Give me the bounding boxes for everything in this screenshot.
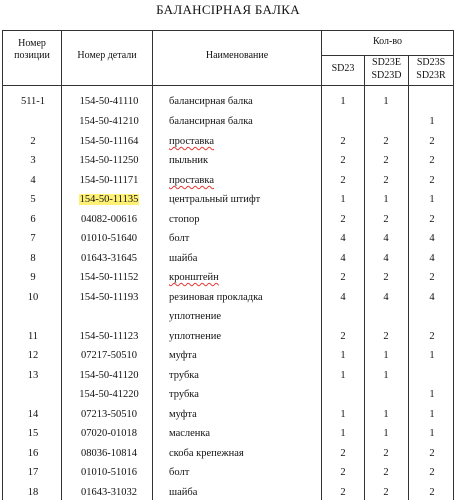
quantity-sd23e-cell-text: 4 [383,292,389,303]
quantity-sd23s-cell-text: 2 [429,214,435,225]
quantity-sd23s-cell [410,214,454,225]
quantity-sd23s-cell [410,233,454,244]
position-cell-text: 16 [27,448,39,459]
position-cell-text: 10 [27,292,39,303]
quantity-sd23-cell [323,467,363,478]
name-cell-text: балансирная балка [169,96,253,107]
part-number-cell [66,487,152,498]
part-number-cell [66,194,152,205]
part-number-cell-text: 08036-10814 [81,448,137,459]
header-bottom-border [2,85,453,86]
name-cell-text: болт [169,233,190,244]
part-number-cell [66,467,152,478]
quantity-sd23e-cell [366,96,406,107]
quantity-sd23-cell-text: 2 [340,214,346,225]
part-number-cell [66,136,152,147]
name-cell [169,409,197,420]
quantity-sd23s-cell [410,136,454,147]
name-cell [169,214,199,225]
document-title: БАЛАНСIРНАЯ БАЛКА [156,2,300,17]
part-number-cell-text: 154-50-41110 [79,96,139,107]
quantity-sd23-cell-text: 2 [340,155,346,166]
name-cell-text: балансирная балка [169,116,253,127]
position-cell-text: 15 [27,428,39,439]
table-row [0,328,456,347]
quantity-sd23s-cell [410,428,454,439]
table-row [0,93,456,112]
table-row [0,406,456,425]
table-row [0,113,456,132]
name-cell [169,253,197,264]
position-cell [8,448,58,459]
part-number-cell-text: 04082-00616 [81,214,137,225]
part-number-cell [66,428,152,439]
quantity-sd23e-cell [366,448,406,459]
quantity-sd23s-cell [410,155,454,166]
quantity-sd23s-cell [410,467,454,478]
part-number-cell-text: 07020-01018 [81,428,137,439]
part-number-cell [66,253,152,264]
part-number-cell [66,116,152,127]
quantity-sd23s-cell-text: 1 [429,194,435,205]
quantity-sd23-cell-text: 2 [340,136,346,147]
quantity-sd23e-cell [366,175,406,186]
position-cell [8,155,58,166]
table-row [0,464,456,483]
header-quantity: Кол-во [372,36,402,47]
part-number-cell-text: 154-50-41220 [79,389,139,400]
quantity-sd23s-cell-text: 1 [429,116,435,127]
part-number-cell-text: 154-50-11164 [79,136,139,147]
name-cell [169,155,208,166]
position-cell-text: 4 [30,175,36,186]
position-cell-text: 13 [27,370,39,381]
quantity-sd23s-cell-text: 1 [429,409,435,420]
header-name: Наименование [205,50,269,61]
part-number-cell-text: 07217-50510 [81,350,137,361]
name-cell [169,350,197,361]
name-cell [169,292,263,303]
part-number-cell-text: 154-50-11152 [79,272,139,283]
name-cell-text: болт [169,467,190,478]
quantity-sd23e-cell-text: 2 [383,136,389,147]
position-cell [8,467,58,478]
quantity-sd23e-cell [366,194,406,205]
position-cell-text: 8 [30,253,36,264]
quantity-sd23e-cell-text: 2 [383,467,389,478]
quantity-sd23-cell-text: 1 [340,370,346,381]
quantity-sd23-cell [323,233,363,244]
header-position: Номер позиции [14,38,50,61]
quantity-sd23e-cell [366,233,406,244]
name-cell-text: муфта [169,350,197,361]
part-number-cell [66,331,152,342]
name-cell [169,96,253,107]
quantity-sd23s-cell [410,253,454,264]
quantity-sd23s-cell-text: 1 [429,389,435,400]
quantity-sd23s-cell [410,292,454,303]
position-cell [8,136,58,147]
position-cell [8,96,58,107]
table-row [0,425,456,444]
part-number-cell-text: 07213-50510 [81,409,137,420]
quantity-sd23e-cell [366,467,406,478]
quantity-sd23-cell-text: 1 [340,428,346,439]
table-row [0,484,456,503]
name-cell-text: резиновая прокладка [169,292,263,303]
quantity-sd23-cell [323,350,363,361]
quantity-sd23s-cell [410,487,454,498]
quantity-sd23e-cell-text: 2 [383,331,389,342]
quantity-sd23-cell-text: 1 [340,409,346,420]
quantity-sd23-cell [323,136,363,147]
position-cell [8,487,58,498]
position-cell [8,350,58,361]
position-cell-text: 11 [27,331,39,342]
part-number-cell-text: 154-50-41120 [79,370,139,381]
quantity-sd23e-cell-text: 1 [383,350,389,361]
name-cell [169,331,221,342]
part-number-cell [66,96,152,107]
position-cell [8,194,58,205]
part-number-cell [66,233,152,244]
name-cell-text: проставка [169,175,214,186]
quantity-sd23e-cell [366,370,406,381]
header-q3-line1: SD23S [416,57,446,68]
quantity-sd23e-cell [366,331,406,342]
quantity-sd23-cell [323,331,363,342]
quantity-sd23s-cell-text: 1 [429,428,435,439]
name-cell-text: трубка [169,389,199,400]
quantity-sd23e-cell [366,350,406,361]
position-cell [8,370,58,381]
name-cell-text: уплотнение [169,331,221,342]
header-q1: SD23 [331,63,355,74]
position-cell [8,428,58,439]
part-number-cell-text: 154-50-11193 [79,292,139,303]
name-cell-text: скоба крепежная [169,448,244,459]
name-cell [169,136,214,147]
part-number-cell [66,214,152,225]
part-number-cell [66,350,152,361]
part-number-cell-text: 01643-31645 [81,253,137,264]
quantity-sd23-cell-text: 1 [340,96,346,107]
quantity-sd23-cell [323,409,363,420]
quantity-sd23s-cell-text: 2 [429,448,435,459]
quantity-sd23e-cell-text: 2 [383,448,389,459]
name-cell [169,233,189,244]
position-cell-text: 9 [30,272,36,283]
name-cell [169,428,210,439]
name-cell [169,467,189,478]
part-number-cell [66,409,152,420]
quantity-sd23s-cell-text: 4 [429,233,435,244]
part-number-cell-text: 154-50-11171 [79,175,139,186]
quantity-sd23e-cell-text: 2 [383,155,389,166]
quantity-sd23s-cell [410,194,454,205]
quantity-sd23e-cell [366,136,406,147]
name-cell-text: шайба [169,487,198,498]
quantity-sd23-cell [323,272,363,283]
quantity-sd23-cell-text: 2 [340,448,346,459]
name-cell-text: муфта [169,409,197,420]
quantity-sd23s-cell [410,389,454,400]
position-cell [8,175,58,186]
quantity-sd23-cell-text: 1 [340,194,346,205]
name-cell [169,448,244,459]
table-row [0,230,456,249]
quantity-sd23s-cell-text: 4 [429,253,435,264]
table-row [0,133,456,152]
quantity-sd23-cell [323,487,363,498]
quantity-sd23e-cell-text: 2 [383,214,389,225]
quantity-sd23-cell-text: 2 [340,272,346,283]
table-row [0,289,456,308]
header-part-number: Номер детали [77,50,137,61]
header-q2-line1: SD23E [372,57,401,68]
part-number-cell-text: 01643-31032 [81,487,137,498]
name-cell-text: масленка [169,428,211,439]
quantity-sd23-cell [323,448,363,459]
position-cell [8,292,58,303]
quantity-sd23s-cell [410,350,454,361]
position-cell-text: 3 [30,155,36,166]
quantity-sd23-cell-text: 2 [340,175,346,186]
name-cell [169,389,199,400]
quantity-sd23e-cell-text: 1 [383,428,389,439]
name-cell-text: проставка [169,136,214,147]
table-row [0,152,456,171]
quantity-sd23s-cell-text: 2 [429,487,435,498]
header-q2-line2: SD23D [371,70,402,81]
part-number-cell [66,370,152,381]
quantity-sd23-cell [323,96,363,107]
quantity-sd23-cell-text: 4 [340,292,346,303]
part-number-cell-text: 154-50-11250 [79,155,139,166]
quantity-sd23e-cell [366,272,406,283]
quantity-sd23-cell-text: 2 [340,331,346,342]
name-cell-text: пыльник [169,155,209,166]
name-cell-text: центральный штифт [169,194,261,205]
quantity-sd23e-cell [366,428,406,439]
quantity-header-divider [321,55,453,56]
position-cell [8,272,58,283]
name-cell-text: шайба [169,253,198,264]
quantity-sd23e-cell-text: 2 [383,487,389,498]
name-cell-text: уплотнение [169,311,221,322]
table-row [0,308,456,327]
quantity-sd23-cell [323,155,363,166]
position-cell [8,214,58,225]
quantity-sd23-cell [323,175,363,186]
quantity-sd23s-cell-text: 2 [429,136,435,147]
part-number-cell-text: 154-50-11135 [79,194,139,205]
part-number-cell-text: 154-50-11123 [79,331,139,342]
part-number-cell-text: 01010-51640 [81,233,137,244]
quantity-sd23-cell-text: 2 [340,487,346,498]
name-cell [169,194,260,205]
quantity-sd23e-cell-text: 1 [383,194,389,205]
quantity-sd23s-cell [410,272,454,283]
quantity-sd23-cell [323,292,363,303]
quantity-sd23e-cell [366,409,406,420]
part-number-cell [66,155,152,166]
table-row [0,386,456,405]
quantity-sd23s-cell-text: 2 [429,331,435,342]
quantity-sd23-cell [323,214,363,225]
position-cell-text: 14 [27,409,39,420]
quantity-sd23e-cell-text: 2 [383,272,389,283]
table-row [0,191,456,210]
quantity-sd23e-cell [366,487,406,498]
name-cell-text: кронштейн [169,272,219,283]
part-number-cell-text: 01010-51016 [81,467,137,478]
quantity-sd23e-cell-text: 1 [383,409,389,420]
quantity-sd23e-cell [366,253,406,264]
table-row [0,250,456,269]
table-row [0,172,456,191]
part-number-cell [66,175,152,186]
quantity-sd23s-cell-text: 2 [429,155,435,166]
quantity-sd23-cell-text: 4 [340,233,346,244]
table-row [0,445,456,464]
part-number-cell [66,292,152,303]
name-cell [169,175,214,186]
quantity-sd23e-cell [366,214,406,225]
table-top-border [2,30,453,31]
quantity-sd23e-cell-text: 1 [383,96,389,107]
name-cell [169,272,219,283]
quantity-sd23e-cell-text: 4 [383,233,389,244]
position-cell-text: 18 [27,487,39,498]
quantity-sd23e-cell-text: 4 [383,253,389,264]
part-number-cell [66,389,152,400]
quantity-sd23s-cell-text: 4 [429,292,435,303]
table-row [0,269,456,288]
quantity-sd23s-cell-text: 2 [429,272,435,283]
name-cell [169,370,199,381]
position-cell-text: 5 [30,194,36,205]
position-cell [8,409,58,420]
quantity-sd23-cell [323,428,363,439]
name-cell [169,116,253,127]
name-cell-text: стопор [169,214,200,225]
name-cell-text: трубка [169,370,199,381]
header-q3-line2: SD23R [416,70,446,81]
quantity-sd23e-cell-text: 1 [383,370,389,381]
quantity-sd23e-cell [366,155,406,166]
position-cell-text: 7 [30,233,36,244]
quantity-sd23s-cell-text: 1 [429,350,435,361]
position-cell-text: 12 [27,350,39,361]
quantity-sd23s-cell [410,331,454,342]
quantity-sd23s-cell [410,116,454,127]
name-cell [169,311,221,322]
table-row [0,211,456,230]
part-number-cell [66,272,152,283]
part-number-cell [66,448,152,459]
quantity-sd23-cell-text: 1 [340,350,346,361]
position-cell [8,253,58,264]
quantity-sd23s-cell [410,409,454,420]
position-cell-text: 17 [27,467,39,478]
quantity-sd23-cell [323,194,363,205]
quantity-sd23e-cell [366,292,406,303]
quantity-sd23-cell [323,370,363,381]
quantity-sd23s-cell-text: 2 [429,467,435,478]
quantity-sd23s-cell [410,448,454,459]
quantity-sd23-cell-text: 4 [340,253,346,264]
position-cell-text: 2 [30,136,36,147]
position-cell [8,233,58,244]
quantity-sd23-cell [323,253,363,264]
table-row [0,367,456,386]
position-cell [8,331,58,342]
quantity-sd23e-cell-text: 2 [383,175,389,186]
quantity-sd23-cell-text: 2 [340,467,346,478]
quantity-sd23s-cell-text: 2 [429,175,435,186]
name-cell [169,487,197,498]
quantity-sd23s-cell [410,175,454,186]
position-cell-text: 511-1 [20,96,46,107]
table-row [0,347,456,366]
position-cell-text: 6 [30,214,36,225]
part-number-cell-text: 154-50-41210 [79,116,139,127]
